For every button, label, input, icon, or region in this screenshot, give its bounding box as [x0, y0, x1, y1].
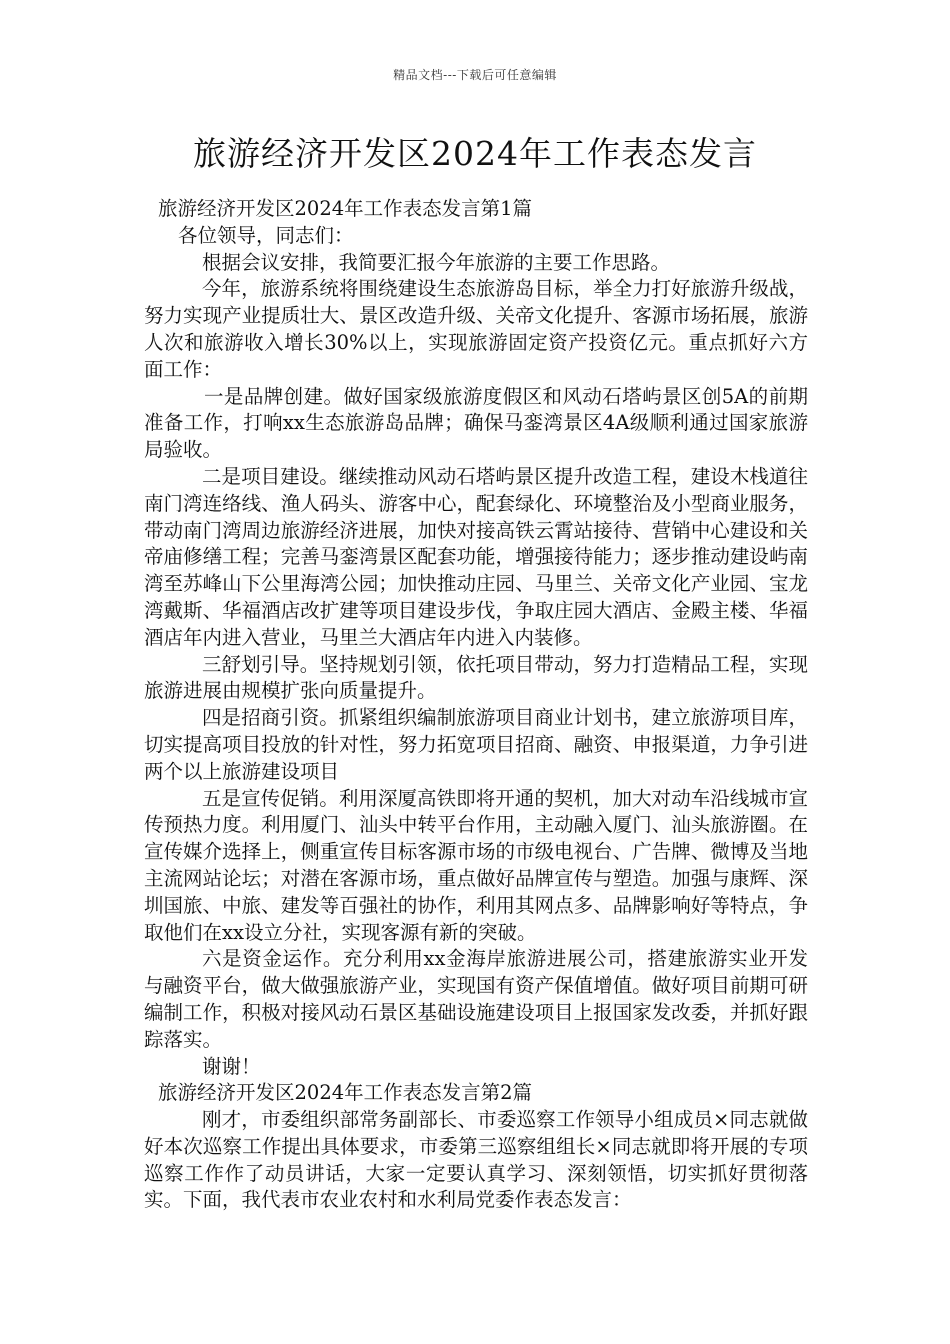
paragraph: 六是资金运作。充分利用xx金海岸旅游进展公司，搭建旅游实业开发与融资平台，做大做强旅游产业，实现国有资产保值增值。做好项目前期可研编制工作，积极对接风动石景区基础设施建设项目上报国家发改委，并抓好跟踪落实。 — [144, 947, 808, 1051]
paragraph: 刚才，市委组织部常务副部长、市委巡察工作领导小组成员×同志就做好本次巡察工作提出具体要求，市委第三巡察组组长×同志就即将开展的专项巡察工作作了动员讲话，大家一定要认真学习、深刻领悟，切实抓好贯彻落实。下面，我代表市农业农村和水利局党委作表态发言： — [144, 1108, 808, 1212]
document-title: 旅游经济开发区2024年工作表态发言 — [193, 134, 757, 173]
section-heading: 旅游经济开发区2024年工作表态发言第1篇 — [158, 197, 533, 220]
paragraph: 四是招商引资。抓紧组织编制旅游项目商业计划书，建立旅游项目库，切实提高项目投放的针对性，努力拓宽项目招商、融资、申报渠道，力争引进两个以上旅游建设项目 — [144, 706, 808, 783]
paragraph: 二是项目建设。继续推动风动石塔屿景区提升改造工程，建设木栈道往南门湾连络线、渔人码头、游客中心，配套绿化、环境整治及小型商业服务，带动南门湾周边旅游经济进展，加快对接高铁云霄站接待、营销中心建设和关帝庙修缮工程；完善马銮湾景区配套功能，增强接待能力；逐步推动建设屿南湾至苏峰山下公里海湾公园；加快推动庄园、马里兰、关帝文化产业园、宝龙湾戴斯、华福酒店改扩建等项目建设步伐，争取庄园大酒店、金殿主楼、华福酒店年内进入营业，马里兰大酒店年内进入内装修。 — [144, 464, 808, 649]
header-note: 精品文档---下载后可任意编辑 — [393, 68, 557, 82]
paragraph: 三舒划引导。坚持规划引领，依托项目带动，努力打造精品工程，实现旅游进展由规模扩张向质量提升。 — [144, 652, 808, 703]
paragraph: 一是品牌创建。做好国家级旅游度假区和风动石塔屿景区创5A的前期准备工作，打响xx生态旅游岛品牌；确保马銮湾景区4A级顺利通过国家旅游局验收。 — [144, 384, 808, 462]
paragraph: 今年，旅游系统将围绕建设生态旅游岛目标，举全力打好旅游升级战，努力实现产业提质壮大、景区改造升级、关帝文化提升、客源市场拓展，旅游人次和旅游收入增长30%以上，实现旅游固定资产投资亿元。重点抓好六方面工作： — [144, 277, 808, 381]
paragraph: 根据会议安排，我简要汇报今年旅游的主要工作思路。 — [202, 250, 671, 274]
paragraph: 五是宣传促销。利用深厦高铁即将开通的契机，加大对动车沿线城市宣传预热力度。利用厦门、汕头中转平台作用，主动融入厦门、汕头旅游圈。在宣传媒介选择上，侧重宣传目标客源市场的市级电视台、广告牌、微博及当地主流网站论坛；对潜在客源市场，重点做好品牌宣传与塑造。加强与康辉、深圳国旅、中旅、建发等百强社的协作，利用其网点多、品牌影响好等特点，争取他们在xx设立分社，实现客源有新的突破。 — [144, 786, 808, 944]
document-body — [144, 196, 808, 1214]
closing-thanks: 谢谢！ — [202, 1054, 261, 1078]
section-heading: 旅游经济开发区2024年工作表态发言第2篇 — [158, 1081, 533, 1105]
greeting: 各位领导，同志们： — [178, 223, 354, 247]
